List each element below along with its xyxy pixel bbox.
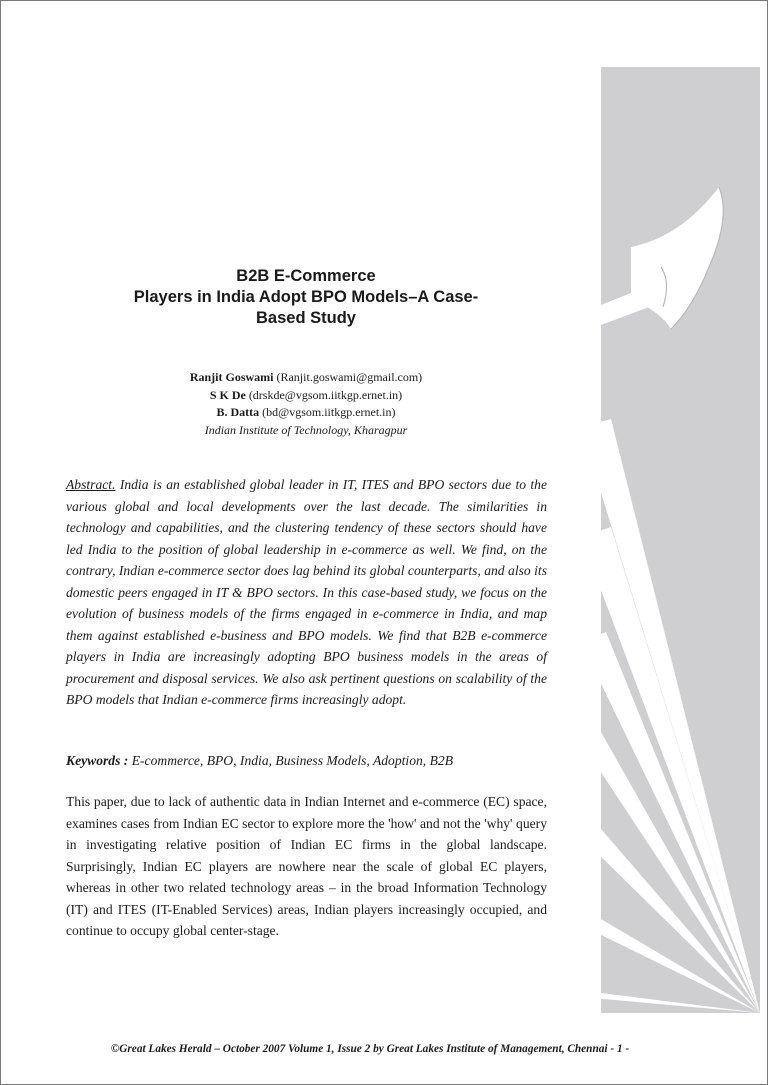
body-paragraph: This paper, due to lack of authentic data in Indian Internet and e-commerce (EC) space, examines cases from Indian EC sector to explore more the 'how' and not the 'why' query in investigating relative position of Indian EC firms in the global landscape. Surprisingly, Indian EC players are nowhere near the scale of global EC players, whereas in other two related technology areas – in the broad Information Technology (IT) and ITES (IT-Enabled Services) areas, Indian players increasingly occupied, and continue to occupy global center-stage. — [66, 794, 547, 938]
abstract — [66, 474, 547, 711]
keywords — [66, 750, 547, 771]
author-goswami — [100, 368, 512, 386]
page-footer: ©Great Lakes Herald – October 2007 Volume 1, Issue 2 by Great Lakes Institute of Management, Chennai - 1 - — [110, 1043, 630, 1055]
side-decoration-band — [601, 67, 760, 1013]
horn-pipe — [601, 289, 649, 325]
author-de — [100, 386, 512, 404]
keywords-text: E-commerce, BPO, India, Business Models, Adoption, B2B — [131, 753, 453, 768]
author-email: (bd@vgsom.iitkgp.ernet.in) — [262, 405, 396, 419]
author-name: S K De — [209, 388, 246, 402]
author-name: B. Datta — [216, 405, 260, 419]
title-line-3: Based Study — [256, 309, 356, 327]
author-email: (drskde@vgsom.iitkgp.ernet.in) — [248, 388, 403, 402]
author-datta — [100, 403, 512, 421]
ray — [601, 993, 760, 1013]
abstract-label: Abstract. — [66, 477, 116, 492]
keywords-label: Keywords : — [66, 753, 129, 768]
abstract-text: India is an established global leader in IT, ITES and BPO sectors due to the various global and local developments over the last decade. The similarities in technology and capabilities, and the clustering tendency of these sectors should have led India to the position of global leadership in e-commerce as well. We find, on the contrary, Indian e-commerce sector does lag behind its global counterparts, and also its domestic peers engaged in IT & BPO sectors. In this case-based study, we focus on the evolution of business models of the firms engaged in e-commerce in India, and map them against established e-business and BPO models. We find that B2B e-commerce players in India are increasingly adopting BPO business models in the areas of procurement and disposal services. We also ask pertinent questions on scalability of the BPO models that Indian e-commerce firms increasingly adopt. — [66, 477, 547, 707]
author-name: Ranjit Goswami — [189, 370, 274, 384]
affiliation: Indian Institute of Technology, Kharagpur — [204, 423, 408, 437]
ray — [601, 632, 760, 1013]
title-line-1: B2B E-Commerce — [236, 267, 376, 285]
title-line-2: Players in India Adopt BPO Models–A Case- — [133, 288, 479, 306]
trumpet-horn-icon — [601, 67, 760, 1013]
author-email: (Ranjit.goswami@gmail.com) — [276, 370, 423, 384]
